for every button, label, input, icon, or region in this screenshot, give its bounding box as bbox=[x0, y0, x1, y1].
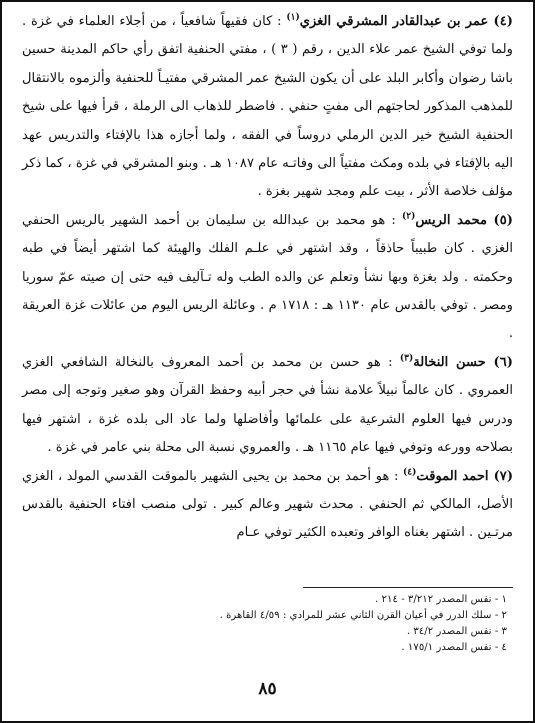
footnote-item: ١ - نفس المصدر ٣/٢١٢ - ٢١٤ . bbox=[375, 594, 507, 605]
footnote-item: ٢ - سلك الدرر في أعيان القرن الثاني عشر للمرادي : ٤/٥٩ القاهرة . bbox=[219, 610, 507, 621]
entry-number: (٤) bbox=[493, 14, 513, 29]
entry-body: : هو محمد بن عبدالله بن سليمان بن أحمد الشهير بالريس الحنفي الغزي . كان طبيباً حاذقاً ، وقد اشتهر في علـم الفلك والهيئة كما اشتهر أيضاً في طبه وحكمته . ولد بغزة وبها نشأ وتعلم عن والده الطب وله تـآليف فيه حتى إن صيته عمّ سوريا ومصر . توفي بالقدس عام ١١٣٠ هـ : ١٧١٨ م . وعائلة الريس اليوم من عائلات غزة العريقة . bbox=[22, 212, 513, 342]
footnote-reference: (١) bbox=[286, 12, 300, 23]
entry-body: : هو حسن بن محمد بن أحمد المعروف بالنخالة الشافعي الغزي العمروي . كان عالماً نبيلاً علامة نشأ في حجر أبيه وحفظ القرآن وهو صغير وتوجه إلى مصر ودرس فيها العلوم الشرعية على علمائها وأفاضلها ولما عاد الى بلده غزة ، اشتهر فيها بصلاحه وورعه وتوفي فيها عام ١١٦٥ هـ . والعمروي نسبة الى محلة بني عامر في غزة . bbox=[22, 354, 513, 456]
entry-body: : كان فقيهاً شافعياً ، من أجلاء العلماء في غزة . ولما توفي الشيخ عمر علاء الدين ، رقم ( ٣ ) ، مفتي الحنفية اتفق رأي حاكم المدينة حسين باشا رضوان وأكابر البلد على أن يكون الشيخ عمر المشرقي مفتيـاً للحنفية وألزموه بالانتقال للمذهب المذكور لحاجتهم الى مفتٍ حنفي . فاضطر للذهاب الى الرملة ، قرأ فيها على شيخ الحنفية الشيخ خير الدين الرملي دروساً في الفقه ، ولما أجازه هذا بالإفتاء والتدريس عهد اليه بالإفتاء في بلده ومكث مفتياً الى وفاتـه عام ١٠٨٧ هـ . وبنو المشرقي في غزة ، كما ذكر مؤلف خلاصة الأثر ، بيت علم ومجد شهير بغزة . bbox=[22, 14, 513, 200]
biography-entry bbox=[22, 463, 513, 548]
entry-title bbox=[402, 213, 513, 228]
entry-paragraph bbox=[22, 463, 513, 548]
entry-name: احمد الموقت bbox=[416, 468, 489, 484]
entry-name: عمر بن عبدالقادر المشرقي الغزي bbox=[299, 14, 489, 29]
biography-entry bbox=[22, 349, 513, 463]
main-text bbox=[22, 8, 513, 548]
entry-paragraph bbox=[22, 207, 513, 349]
entry-body: : هو أحمد بن محمد بن يحيى الشهير بالموقت القدسي المولد ، الغزي الأصل، المالكي ثم الحنفي . محدث شهير وعالم كبير . تولى منصب افتاء الحنفية بالقدس مرتـين . اشتهر بغناه الوافر وتعبده الكثير توفي عـام bbox=[22, 468, 513, 541]
footnote-item: ٣ - نفس المصدر ٣٤/٢ . bbox=[406, 626, 507, 637]
page-number: ٨٥ bbox=[258, 679, 277, 699]
biography-entry bbox=[22, 8, 513, 207]
entry-title bbox=[403, 469, 513, 484]
entry-title bbox=[286, 14, 513, 29]
footnote-reference: (٢) bbox=[401, 211, 416, 222]
entry-paragraph bbox=[22, 349, 513, 463]
entry-number: (٥) bbox=[493, 212, 513, 228]
footnote-item: ٤ - نفس المصدر ١٧٥/١ . bbox=[401, 642, 507, 653]
entry-name: محمد الريس bbox=[415, 212, 487, 228]
entry-paragraph bbox=[22, 8, 513, 207]
entry-number: (٦) bbox=[493, 354, 513, 370]
footnotes-list bbox=[152, 592, 507, 656]
footnote-divider bbox=[303, 587, 513, 588]
biography-entry bbox=[22, 207, 513, 349]
entry-name: حسن النخالة bbox=[413, 354, 486, 370]
footnote-reference: (٣) bbox=[399, 353, 414, 364]
footnote-reference: (٤) bbox=[402, 467, 417, 478]
entry-title bbox=[400, 355, 513, 370]
entry-number: (٧) bbox=[493, 468, 514, 484]
